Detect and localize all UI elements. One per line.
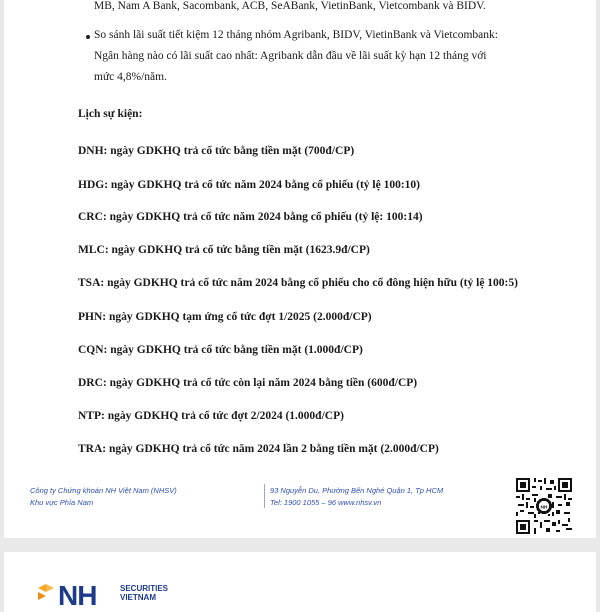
bullet-dot-icon	[86, 35, 90, 39]
footer-company-name: Công ty Chứng khoán NH Việt Nam (NHSV)	[30, 486, 177, 495]
logo-brand-text: NH	[58, 580, 97, 611]
bullet-line: So sánh lãi suất tiết kiệm 12 tháng nhóm Agribank, BIDV, VietinBank và Vietcombank:	[94, 29, 498, 41]
logo-subtitle	[120, 584, 168, 602]
document-page	[4, 0, 596, 538]
event-item: TRA: ngày GDKHQ trả cổ tức năm 2024 lần 2 bằng tiền mặt (2.000đ/CP)	[78, 443, 439, 455]
next-document-page	[4, 552, 596, 612]
bullet-continuation: MB, Nam A Bank, Sacombank, ACB, SeABank, VietinBank, Vietcombank và BIDV.	[94, 0, 486, 12]
event-item: DNH: ngày GDKHQ trả cổ tức bằng tiền mặt (700đ/CP)	[78, 145, 355, 157]
logo-country-text: VIETNAM	[120, 593, 156, 602]
event-item: MLC: ngày GDKHQ trả cổ tức bằng tiền mặt (1623.9đ/CP)	[78, 244, 370, 256]
event-item: HDG: ngày GDKHQ trả cổ tức năm 2024 bằng cổ phiếu (tỷ lệ 100:10)	[78, 179, 420, 191]
qr-code-icon	[516, 478, 572, 534]
event-item: NTP: ngày GDKHQ trả cổ tức đợt 2/2024 (1.000đ/CP)	[78, 410, 344, 422]
event-item: DRC: ngày GDKHQ trả cổ tức còn lại năm 2024 bằng tiền (600đ/CP)	[78, 377, 418, 389]
event-item: CQN: ngày GDKHQ trả cổ tức bằng tiền mặt (1.000đ/CP)	[78, 344, 363, 356]
event-item: TSA: ngày GDKHQ trả cổ tức năm 2024 bằng cổ phiếu cho cổ đông hiện hữu (tỷ lệ 100:5)	[78, 277, 518, 289]
footer-address: 93 Nguyễn Du, Phường Bến Nghé Quận 1, Tp HCM	[270, 486, 444, 495]
svg-text:NH: NH	[540, 505, 548, 511]
event-item: CRC: ngày GDKHQ trả cổ tức năm 2024 bằng cổ phiếu (tỷ lệ: 100:14)	[78, 211, 423, 223]
bullet-line: Ngân hàng nào có lãi suất cao nhất: Agribank dẫn đầu về lãi suất kỳ hạn 12 tháng với	[94, 50, 487, 62]
event-item: PHN: ngày GDKHQ tạm ứng cổ tức đợt 1/2025 (2.000đ/CP)	[78, 311, 372, 323]
footer-contact	[270, 485, 443, 509]
events-title: Lịch sự kiện:	[78, 108, 143, 120]
footer-divider	[264, 484, 265, 508]
nh-securities-logo	[36, 582, 176, 612]
footer-company	[30, 485, 177, 509]
footer-phone-web: Tel: 1900 1055 – 96 www.nhsv.vn	[270, 498, 382, 507]
footer-region: Khu vực Phía Nam	[30, 498, 94, 507]
nh-logo-mark-icon	[36, 582, 58, 608]
bullet-line: mức 4,8%/năm.	[94, 71, 167, 83]
logo-securities-text: SECURITIES	[120, 584, 169, 593]
